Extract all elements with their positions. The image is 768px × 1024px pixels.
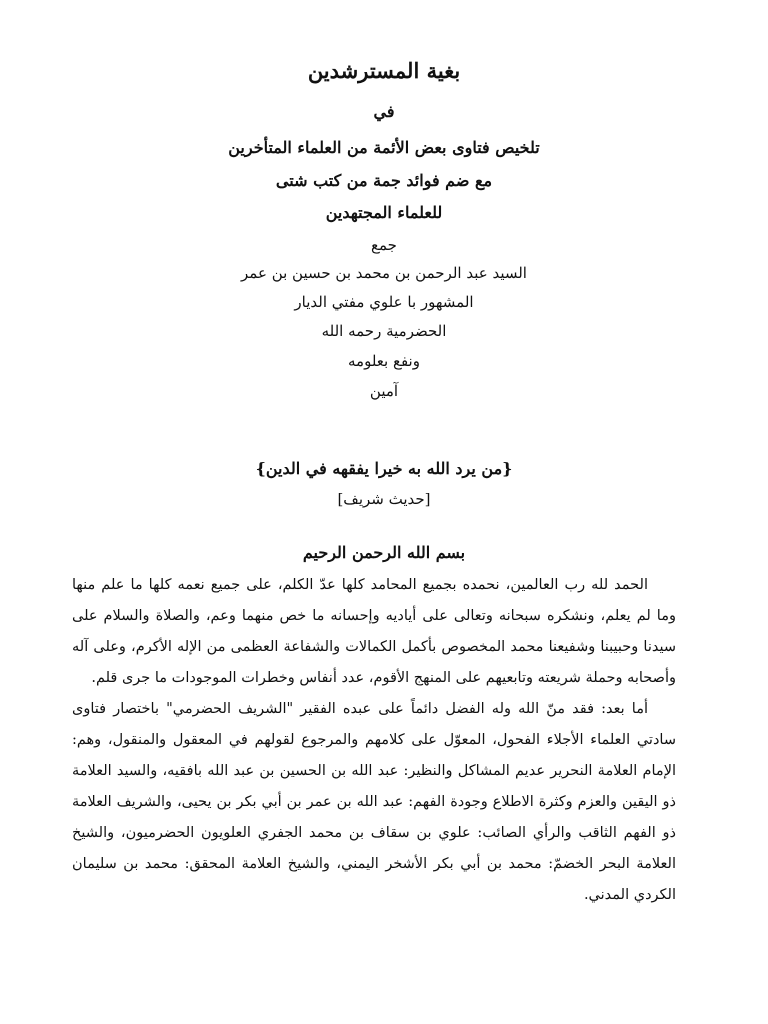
- author-line-5: آمين: [369, 382, 399, 400]
- paragraph-2: أما بعد: فقد منّ الله وله الفضل دائماً على عبده الفقير "الشريف الحضرمي" باختصار فتاوى سادتي العلماء الأجلاء الفحول، المعوّل على كلامهم والمرجوع لقولهم في المعقول والمنقول، وهم: الإمام العلامة النحرير عديم المشاكل والنظير: عبد الله بن الحسين بن عبد الله بافقيه، والسيد العلامة ذو اليقين والعزم وكثرة الاطلاع وجودة الفهم: عبد الله بن عمر بن أبي بكر بن يحيى، والشريف العلامة ذو الفهم الثاقب والرأي الصائب: علوي بن سقاف بن محمد الجفري العلويون الحضرميون، والشيخ العلامة البحر الخضمّ: محمد بن أبي بكر الأشخر اليمني، والشيخ العلامة المحقق: محمد بن سليمان الكردي المدني.: [72, 701, 676, 903]
- basmala: بسم الله الرحمن الرحيم: [302, 543, 466, 562]
- book-title: بغية المسترشدين: [307, 58, 461, 83]
- subtitle-line-3: للعلماء المجتهدين: [325, 203, 443, 222]
- body-text: [72, 570, 676, 911]
- hadith-text: {من يرد الله به خيرا يفقهه في الدين}: [255, 459, 513, 478]
- subtitle-line-2: مع ضم فوائد جمة من كتب شتى: [275, 171, 493, 190]
- subtitle-line-1: تلخيص فتاوى بعض الأئمة من العلماء المتأخرين: [228, 138, 540, 157]
- hadith-source: [حديث شريف]: [337, 490, 431, 508]
- compiled-by: جمع: [371, 236, 397, 254]
- author-line-2: المشهور با علوي مفتي الديار: [294, 293, 474, 311]
- author-line-1: السيد عبد الرحمن بن محمد بن حسين بن عمر: [241, 264, 527, 282]
- author-line-3: الحضرمية رحمه الله: [321, 322, 447, 340]
- paragraph-1: الحمد لله رب العالمين، نحمده بجميع المحامد كلها عدّ الكلم، على جميع نعمه كلها ما علم منها وما لم يعلم، ونشكره سبحانه وتعالى على أياديه وإحسانه ما خص منهما وعم، والصلاة والسلام على سيدنا وحبيبنا وشفيعنا محمد المخصوص بأكمل الكمالات والشفاعة العظمى من الإله الأكرم، وعلى آله وأصحابه وحملة شريعته وتابعيهم على المنهج الأقوم، عدد أنفاس وخطرات الموجودات ما جرى قلم.: [72, 577, 676, 686]
- title-fi: في: [373, 102, 395, 121]
- author-line-4: ونفع بعلومه: [348, 352, 420, 370]
